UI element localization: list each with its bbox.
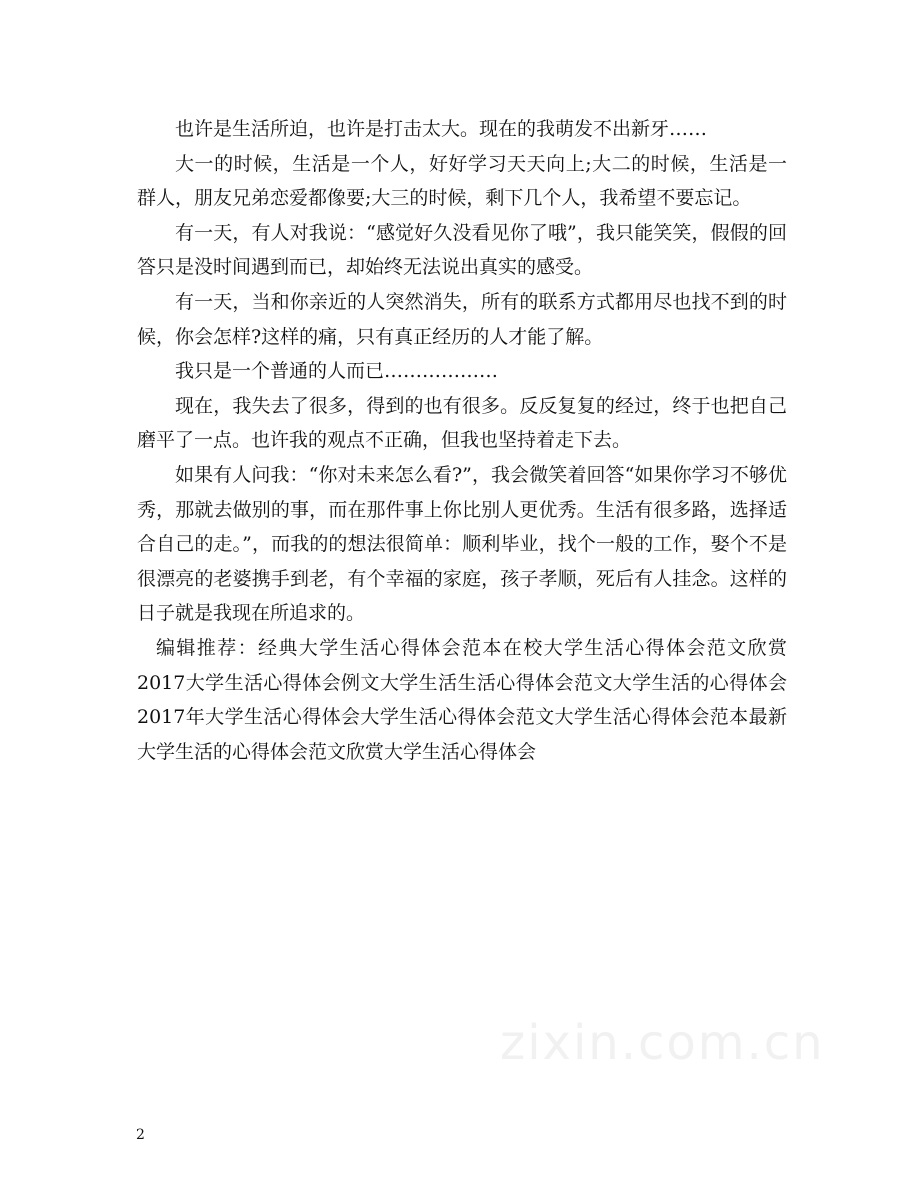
paragraph-7: 如果有人问我：“你对未来怎么看?”，我会微笑着回答“如果你学习不够优秀，那就去做别的事，而在那件事上你比别人更优秀。生活有很多路，选择适合自己的走。”，而我的的想法很简单：顺利毕业，找个一般的工作，娶个不是很漂亮的老婆携手到老，有个幸福的家庭，孩子孝顺，死后有人挂念。这样的日子就是我现在所追求的。 bbox=[137, 463, 787, 625]
paragraph-5: 我只是一个普通的人而已……………… bbox=[175, 360, 499, 383]
paragraph-2: 大一的时候，生活是一个人，好好学习天天向上;大二的时候，生活是一群人，朋友兄弟恋爱都像要;大三的时候，剩下几个人，我希望不要忘记。 bbox=[137, 152, 787, 210]
paragraph-3: 有一天，有人对我说：“感觉好久没看见你了哦”，我只能笑笑，假假的回答只是没时间遇到而已，却始终无法说出真实的感受。 bbox=[137, 221, 787, 279]
editor-recommendation: 编辑推荐：经典大学生活心得体会范本在校大学生活心得体会范文欣赏2017大学生活心得体会例文大学生活生活心得体会范文大学生活的心得体会2017年大学生活心得体会大学生活心得体会范文大学生活心得体会范本最新大学生活的心得体会范文欣赏大学生活心得体会 bbox=[137, 636, 787, 763]
paragraph-6: 现在，我失去了很多，得到的也有很多。反反复复的经过，终于也把自己磨平了一点。也许我的观点不正确，但我也坚持着走下去。 bbox=[137, 394, 787, 452]
document-body bbox=[137, 112, 787, 769]
page-number: 2 bbox=[136, 1127, 145, 1143]
paragraph-4: 有一天，当和你亲近的人突然消失，所有的联系方式都用尽也找不到的时候，你会怎样?这样的痛，只有真正经历的人才能了解。 bbox=[137, 290, 787, 348]
watermark: zixin.com.cn bbox=[500, 1015, 825, 1071]
paragraph-1: 也许是生活所迫，也许是打击太大。现在的我萌发不出新牙…… bbox=[175, 118, 708, 140]
